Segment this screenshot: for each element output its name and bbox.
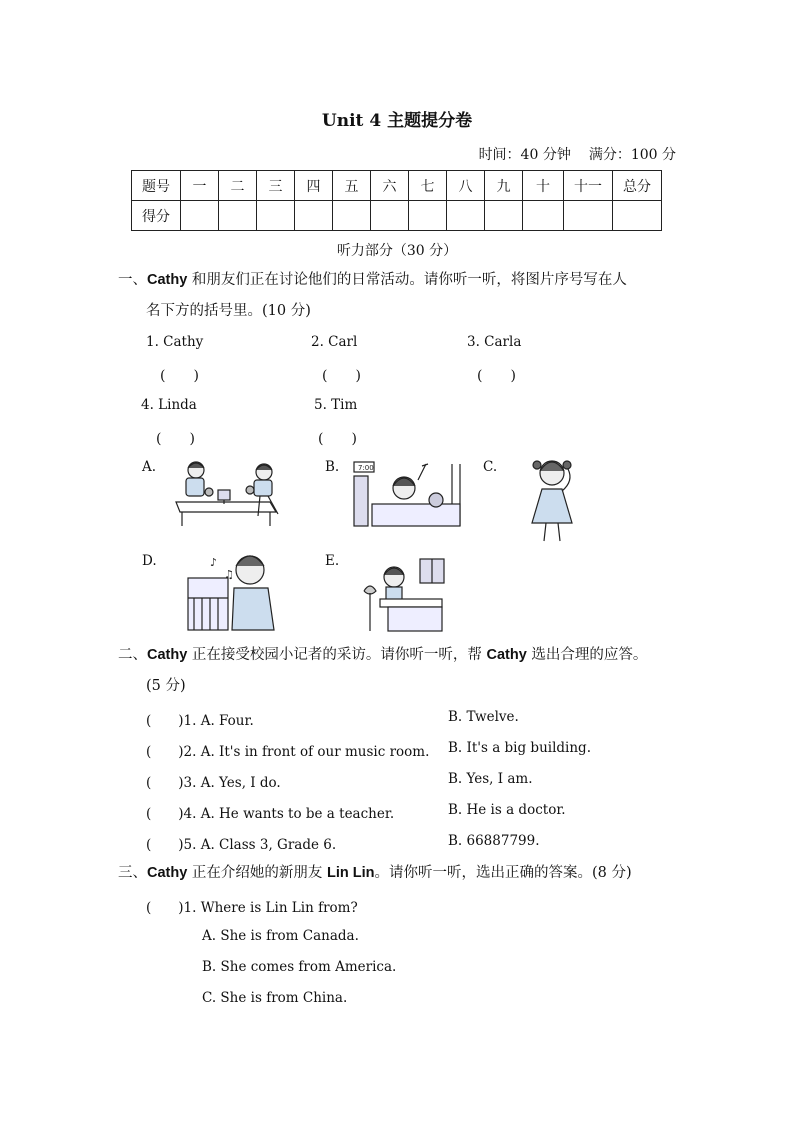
instruction-text: 正在介绍她的新朋友 — [187, 865, 328, 881]
name-item: 4. Linda — [141, 397, 197, 413]
wake-up-picture — [352, 460, 466, 528]
picture-label-a: A. — [142, 459, 157, 475]
instruction-text: 和朋友们正在讨论他们的日常活动。请你听一听，将图片序号写在人 — [187, 272, 627, 288]
instruction-text: 。请你听一听，选出正确的答案。(8 分) — [374, 865, 632, 881]
score-cell: 九 — [485, 171, 523, 201]
section-number: 一、 — [118, 272, 147, 288]
score-cell: 题号 — [132, 171, 181, 201]
svg-text:♫: ♫ — [224, 568, 234, 581]
score-cell: 八 — [447, 171, 485, 201]
score-table-header-row — [132, 171, 662, 201]
question-item: ( )5. A. Class 3, Grade 6. — [146, 837, 337, 853]
answer-bracket[interactable]: ( ) — [160, 368, 199, 384]
name-item: 5. Tim — [314, 397, 358, 413]
score-input-cell[interactable] — [485, 201, 523, 231]
score-table — [131, 170, 662, 231]
piano-picture — [186, 548, 276, 632]
ping-pong-picture — [174, 460, 294, 528]
page-title: Unit 4 主题提分卷 — [321, 111, 473, 131]
name-bold: Cathy — [486, 647, 527, 663]
picture-label-b: B. — [325, 459, 340, 475]
picture-label-c: C. — [483, 459, 498, 475]
score-cell: 十 — [523, 171, 564, 201]
score-cell: 四 — [295, 171, 333, 201]
section3-instruction — [118, 863, 632, 883]
section1-instruction-cont: 名下方的括号里。(10 分) — [146, 303, 311, 319]
question-item: ( )1. Where is Lin Lin from? — [146, 900, 358, 916]
option-b: B. Twelve. — [448, 709, 519, 725]
score-row-label: 得分 — [132, 201, 181, 231]
option-b: B. He is a doctor. — [448, 802, 566, 818]
option-b: B. Yes, I am. — [448, 771, 533, 787]
score-cell: 二 — [219, 171, 257, 201]
option-b: B. She comes from America. — [202, 959, 397, 975]
section2-instruction — [118, 645, 647, 665]
name-item: 3. Carla — [467, 334, 522, 350]
option-b: B. It's a big building. — [448, 740, 591, 756]
score-cell: 七 — [409, 171, 447, 201]
section1-instruction — [118, 270, 627, 290]
girl-thinking-picture — [528, 455, 584, 547]
score-input-cell[interactable] — [564, 201, 613, 231]
section2-points: (5 分) — [146, 678, 186, 694]
picture-label-e: E. — [325, 553, 340, 569]
section-number: 三、 — [118, 865, 147, 881]
score-input-cell[interactable] — [447, 201, 485, 231]
score-input-cell[interactable] — [181, 201, 219, 231]
svg-text:♪: ♪ — [210, 556, 218, 569]
score-input-cell[interactable] — [333, 201, 371, 231]
picture-label-d: D. — [142, 553, 157, 569]
question-item: ( )4. A. He wants to be a teacher. — [146, 806, 395, 822]
score-cell: 六 — [371, 171, 409, 201]
score-input-cell[interactable] — [523, 201, 564, 231]
name-bold: Cathy — [147, 647, 188, 663]
question-item: ( )1. A. Four. — [146, 713, 254, 729]
name-bold: Cathy — [147, 272, 188, 288]
name-bold: Cathy — [147, 865, 188, 881]
instruction-text: 正在接受校园小记者的采访。请你听一听，帮 — [187, 647, 487, 663]
score-input-cell[interactable] — [409, 201, 447, 231]
score-input-cell[interactable] — [295, 201, 333, 231]
instruction-text: 选出合理的应答。 — [526, 647, 648, 663]
answer-bracket[interactable]: ( ) — [156, 431, 195, 447]
clock-time: 7:00 — [358, 464, 374, 472]
full-score: 满分：100 分 — [588, 147, 676, 163]
question-item: ( )2. A. It's in front of our music room. — [146, 744, 430, 760]
exam-meta — [479, 144, 676, 164]
homework-picture — [358, 555, 448, 633]
listening-heading: 听力部分（30 分） — [336, 243, 458, 259]
score-cell: 十一 — [564, 171, 613, 201]
score-input-cell[interactable] — [371, 201, 409, 231]
score-input-cell[interactable] — [257, 201, 295, 231]
score-cell: 总分 — [613, 171, 662, 201]
option-c: C. She is from China. — [202, 990, 348, 1006]
answer-bracket[interactable]: ( ) — [318, 431, 357, 447]
answer-bracket[interactable]: ( ) — [322, 368, 361, 384]
name-bold: Lin Lin — [327, 865, 375, 881]
time-limit: 时间：40 分钟 — [478, 147, 571, 163]
score-table-score-row — [132, 201, 662, 231]
score-input-cell[interactable] — [219, 201, 257, 231]
option-a: A. She is from Canada. — [202, 928, 359, 944]
section-number: 二、 — [118, 647, 147, 663]
option-b: B. 66887799. — [448, 833, 540, 849]
question-item: ( )3. A. Yes, I do. — [146, 775, 281, 791]
score-cell: 三 — [257, 171, 295, 201]
score-cell: 五 — [333, 171, 371, 201]
score-input-cell[interactable] — [613, 201, 662, 231]
name-item: 2. Carl — [311, 334, 358, 350]
score-cell: 一 — [181, 171, 219, 201]
answer-bracket[interactable]: ( ) — [477, 368, 516, 384]
name-item: 1. Cathy — [146, 334, 204, 350]
